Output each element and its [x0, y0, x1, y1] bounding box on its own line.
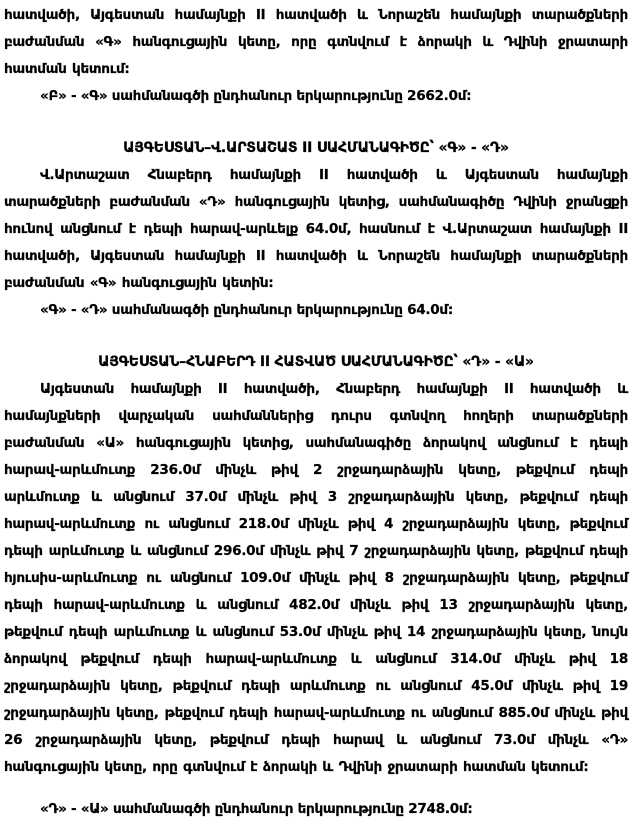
paragraph-continued-from-previous-page: հատվածի, Այգեստան համայնքի II հատվածի և Նորաշեն համայնքի տարածքների բաժանման «Գ» հանգուցային կետը, որը գտնվում է ձորակի և Դվինի ջրատարի հատման կետում:	[4, 7, 628, 77]
paragraph-boundary-d-a: Այգեստան համայնքի II հատվածի, Հնաբերդ համայնքի II հատվածի և համայնքների վարչական սահմաններից դուրս գտնվող հողերի տարածքների բաժանման «Ա» հանգուցային կետից, սահմանագիծը ձորակով անցնում է դեպի հարավ-արևմուտք 236.0մ մինչև թիվ 2 շրջադարձային կետը, թեքվում դեպի արևմուտք և անցնում 37.0մ մինչև թիվ 3 շրջադարձային կետը, թեքվում դեպի հարավ-արևմուտք ու անցնում 218.0մ մինչև թիվ 4 շրջադարձային կետը, թեքվում դեպի արևմուտք և անցնում 296.0մ մինչև թիվ 7 շրջադարձային կետը, թեքվում դեպի հյուսիս-արևմուտք ու անցնում 109.0մ մինչև թիվ 8 շրջադարձային կետը, թեքվում դեպի հարավ-արևմուտք և անցնում 482.0մ մինչև թիվ 13 շրջադարձային կետը, թեքվում դեպի արևմուտք և անցնում 53.0մ մինչև թիվ 14 շրջադարձային կետը, նույն ձորակով թեքվում դեպի հարավ-արևմուտք և անցնում 314.0մ մինչև թիվ 18 շրջադարձային կետը, թեքվում դեպի արևմուտք ու անցնում 45.0մ մինչև թիվ 19 շրջադարձային կետը, թեքվում դեպի հարավ-արևմուտք ու անցնում 885.0մ մինչև թիվ 26 շրջադարձային կետը, թեքվում դեպի հարավ և անցնում 73.0մ մինչև «Դ» հանգուցային կետը, որը գտնվում է ձորակի և Դվինի ջրատարի հատման կետում:	[4, 381, 628, 775]
section-heading-aygestan-vartashat: ԱՅԳԵՍՏԱՆ–Վ.ԱՐՏԱՇԱՏ II ՍԱՀՄԱՆԱԳԻԾԸ՝ «Գ» - «Դ»	[123, 140, 509, 156]
boundary-length-line-b-g: «Բ» - «Գ» սահմանագծի ընդհանուր երկարությունը 2662.0մ:	[40, 88, 472, 104]
paragraph-boundary-g-d: Վ.Արտաշատ Հնաբերդ համայնքի II հատվածի և Այգեստան համայնքի տարածքների բաժանման «Դ» հանգուցային կետից, սահմանագիծը Դվինի ջրանցքի հունով անցնում է դեպի հարավ-արևելք 64.0մ, հասնում է Վ.Արտաշատ համայնքի II հատվածի, Այգեստան համայնքի II հատվածի և Նորաշեն համայնքի տարածքների բաժանման «Գ» հանգուցային կետին:	[4, 167, 628, 291]
boundary-length-line-d-a: «Դ» - «Ա» սահմանագծի ընդհանուր երկարությունը 2748.0մ:	[40, 801, 473, 817]
section-heading-aygestan-hnaberd: ԱՅԳԵՍՏԱՆ–ՀՆԱԲԵՐԴ II ՀԱՏՎԱԾ ՍԱՀՄԱՆԱԳԻԾԸ՝ «Դ» - «Ա»	[98, 354, 534, 370]
boundary-length-line-g-d: «Գ» - «Դ» սահմանագծի ընդհանուր երկարությունը 64.0մ:	[40, 302, 453, 318]
